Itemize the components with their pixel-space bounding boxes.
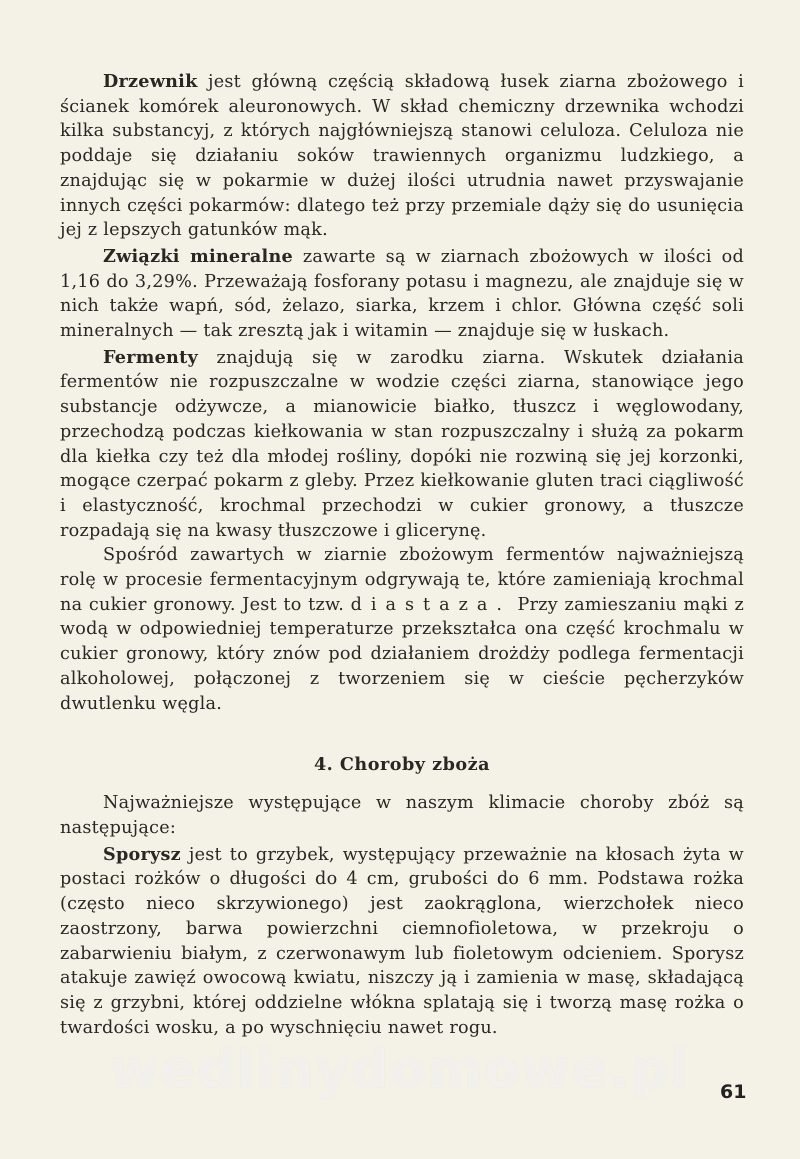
paragraph-text: zawarte są w ziarnach zbożowych w ilości od 1,16 do 3,29%. Przeważają fosforany potasu i magnezu, ale znajduje się w nich także wapń, sód, żelazo, siarka, krzem i chlor. Główna część soli mineralnych — tak zresztą jak i witamin — znajduje się w łuskach. [60, 246, 744, 342]
page-number: 61 [720, 1081, 747, 1103]
paragraph-sporysz [60, 843, 744, 1041]
text-body [60, 70, 744, 1040]
paragraph-text: znajdują się w zarodku ziarna. Wskutek działania fermentów nie rozpuszczalne w wodzie części ziarna, stanowiące jego substancje odżywcze, a mianowicie białko, tłuszcz i węglowodany, przechodzą podczas kiełkowania w stan rozpuszczalny i służą za pokarm dla kiełka czy też dla młodej rośliny, dopóki nie rozwiną się jej korzonki, mogące czerpać pokarm z gleby. Przez kiełkowanie gluten traci ciągliwość i elastyczność, krochmal przechodzi w cukier gronowy, a tłuszcze rozpadają się na kwasy tłuszczowe i glicerynę. [60, 347, 744, 541]
paragraph-diastaza [60, 543, 744, 716]
term-zwiazki-mineralne: Związki mineralne [103, 245, 293, 267]
term-sporysz: Sporysz [103, 843, 181, 865]
term-drzewnik: Drzewnik [103, 71, 198, 92]
term-diastaza: diastaza. [350, 594, 511, 615]
paragraph-text: jest główną częścią składową łusek ziarna zbożowego i ścianek komórek aleuronowych. W skład chemiczny drzewnika wchodzi kilka substancyj, z których najgłówniejszą stanowi celuloza. Celuloza nie poddaje się działaniu soków trawiennych organizmu ludzkiego, a znajdując się w pokarmie w dużej ilości utrudnia nawet przyswajanie innych części pokarmów: dlatego też przy przemiale dąży się do usunięcia jej z lepszych gatunków mąk. [60, 72, 744, 241]
paragraph-text: Spośród zawartych w ziarnie zbożowym fermentów najważniejszą rolę w procesie fermentacyjnym odgrywają te, które zamieniają krochmal na cukier gronowy. Jest to tzw. [60, 545, 744, 615]
paragraph-zwiazki-mineralne [60, 245, 744, 344]
paragraph-drzewnik [60, 70, 744, 243]
paragraph-text: jest to grzybek, występujący przeważnie na kłosach żyta w postaci rożków o długości do 4 cm, grubości do 6 mm. Podstawa rożka (często nieco skrzywionego) jest zaokrąglona, wierzchołek nieco zaostrzony, barwa powierzchni ciemnofioletowa, w przekroju o zabarwieniu białym, z czerwonawym lub fioletowym odcieniem. Sporysz atakuje zawięź owocową kwiatu, niszczy ją i zamienia w masę, składającą się z grzybni, której oddzielne włókna splatają się i tworzą masę rożka o twardości wosku, a po wyschnięciu nawet rogu. [60, 844, 744, 1038]
paragraph-choroby-intro: Najważniejsze występujące w naszym klimacie choroby zbóż są następujące: [60, 793, 744, 838]
paragraph-fermenty [60, 346, 744, 544]
section-title: 4. Choroby zboża [313, 754, 491, 776]
paragraph-text: Przy zamieszaniu mąki z wodą w odpowiedniej temperaturze przekształca ona część krochmalu w cukier gronowy, który znów pod działaniem drożdży podlega fermentacji alkoholowej, połączonej z tworzeniem się w cieście pęcherzyków dwutlenku węgla. [60, 594, 744, 714]
term-fermenty: Fermenty [103, 346, 198, 368]
watermark: wedlinydomowe.pl [109, 1040, 691, 1100]
